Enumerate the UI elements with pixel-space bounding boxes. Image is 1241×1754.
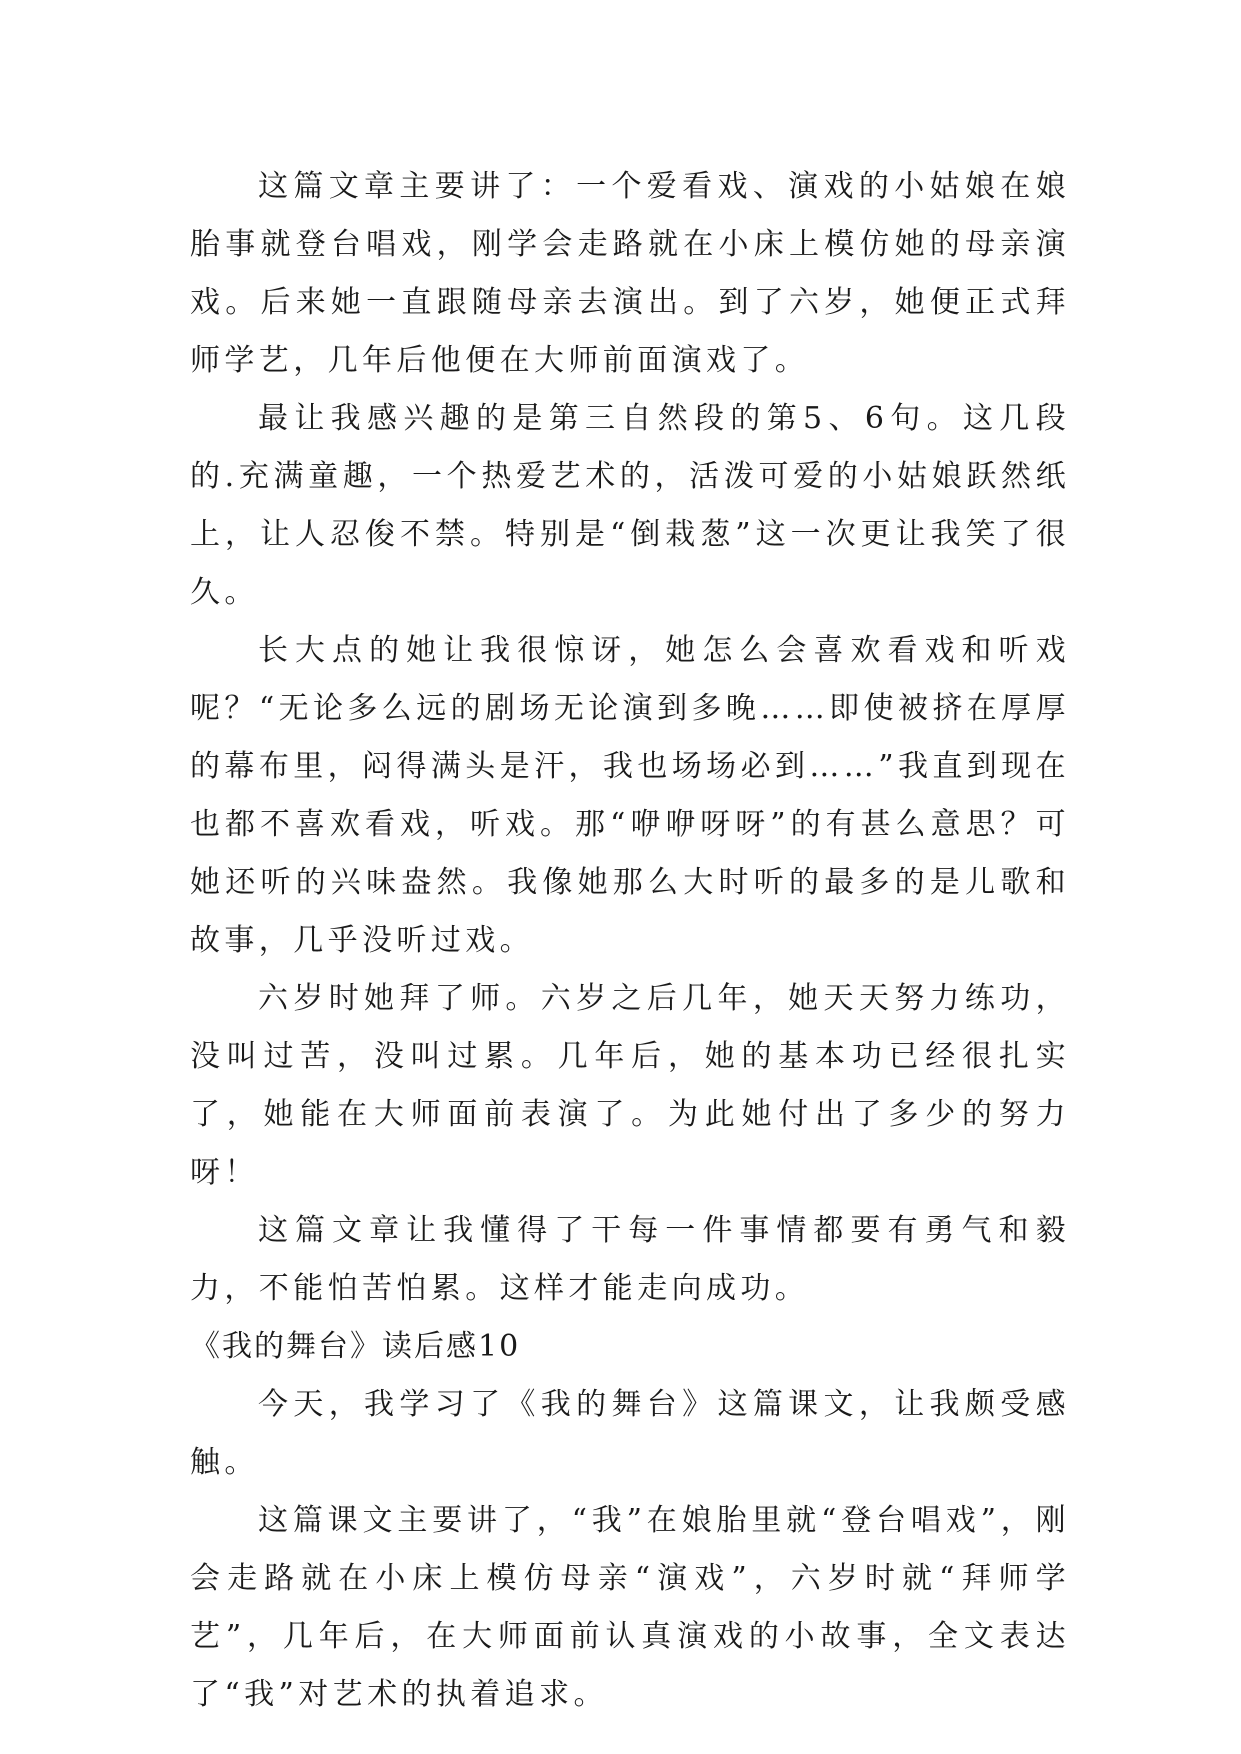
paragraph-today: 今天，我学习了《我的舞台》这篇课文，让我颇受感触。 <box>190 1387 1070 1480</box>
document-body <box>190 158 1070 1724</box>
paragraph-summary: 这篇文章主要讲了：一个爱看戏、演戏的小姑娘在娘胎事就登台唱戏，刚学会走路就在小床上模仿她的母亲演戏。后来她一直跟随母亲去演出。到了六岁，她便正式拜师学艺，几年后他便在大师前面演戏了。 <box>190 169 1070 378</box>
section-heading: 《我的舞台》读后感10 <box>190 1329 521 1364</box>
paragraph-main-idea: 这篇课文主要讲了，“我”在娘胎里就“登台唱戏”，刚会走路就在小床上模仿母亲“演戏”，六岁时就“拜师学艺”，几年后，在大师面前认真演戏的小故事，全文表达了“我”对艺术的执着追求。 <box>190 1503 1070 1712</box>
paragraph-practice: 六岁时她拜了师。六岁之后几年，她天天努力练功，没叫过苦，没叫过累。几年后，她的基本功已经很扎实了，她能在大师面前表演了。为此她付出了多少的努力呀！ <box>190 981 1070 1190</box>
paragraph-surprise: 长大点的她让我很惊讶，她怎么会喜欢看戏和听戏呢？“无论多么远的剧场无论演到多晚……即使被挤在厚厚的幕布里，闷得满头是汗，我也场场必到……”我直到现在也都不喜欢看戏，听戏。那“咿咿呀呀”的有甚么意思？可她还听的兴味盎然。我像她那么大时听的最多的是儿歌和故事，几乎没听过戏。 <box>190 633 1070 958</box>
paragraph-interest: 最让我感兴趣的是第三自然段的第5、6句。这几段的.充满童趣，一个热爱艺术的，活泼可爱的小姑娘跃然纸上，让人忍俊不禁。特别是“倒栽葱”这一次更让我笑了很久。 <box>190 401 1070 610</box>
paragraph-lesson: 这篇文章让我懂得了干每一件事情都要有勇气和毅力，不能怕苦怕累。这样才能走向成功。 <box>190 1213 1070 1306</box>
